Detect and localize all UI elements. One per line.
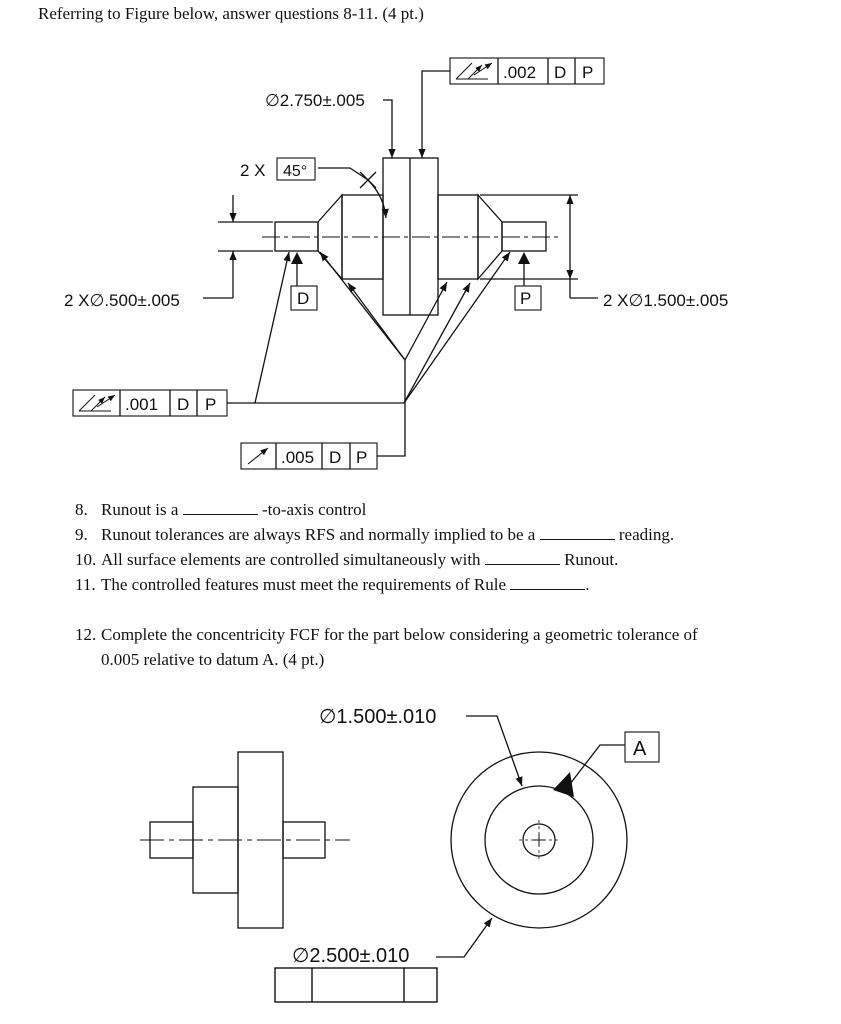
- question-text: 0.005 relative to datum A. (4 pt.): [101, 650, 325, 669]
- chamfer-count: 2 X: [240, 161, 266, 180]
- part-end-view: [451, 752, 627, 928]
- dim-large-label: ∅2.750±.005: [265, 91, 365, 110]
- question-9: [75, 525, 674, 545]
- question-text: All surface elements are controlled simultaneously with: [101, 550, 481, 569]
- fcf-left: [73, 252, 510, 416]
- question-text: Runout is a: [101, 500, 179, 519]
- fcf-left-datum1: D: [177, 395, 190, 414]
- datum-feature-p: [515, 252, 541, 310]
- question-12-line2: [101, 650, 324, 670]
- question-text: Complete the concentricity FCF for the part below considering a geometric tolerance of: [101, 625, 698, 644]
- question-number: 9.: [75, 525, 88, 544]
- question-text-after: reading.: [618, 525, 675, 544]
- answer-blank[interactable]: [485, 563, 560, 565]
- question-text: Runout tolerances are always RFS and normally implied to be a: [101, 525, 536, 544]
- part-side-view: [140, 752, 350, 928]
- fcf-top: [422, 58, 604, 158]
- datum-a-label: A: [633, 738, 647, 760]
- datum-d-label: D: [297, 289, 310, 308]
- fcf-top-datum1: D: [554, 63, 567, 82]
- question-text: The controlled features must meet the requirements of Rule: [101, 575, 507, 594]
- dim-small-diameter: [64, 195, 273, 310]
- fcf-bottom-datum1: D: [329, 448, 342, 467]
- chamfer-angle: 45°: [283, 163, 308, 180]
- question-number: 12.: [75, 625, 97, 644]
- dim-mid-label: 2 X∅1.500±.005: [603, 291, 729, 310]
- fcf-left-value: .001: [125, 395, 159, 414]
- fcf-top-datum2: P: [582, 63, 594, 82]
- answer-blank[interactable]: [540, 538, 615, 540]
- dim-outer-callout: [319, 706, 522, 786]
- chamfer-callout: [240, 158, 386, 218]
- fcf-top-value: .002: [503, 63, 537, 82]
- dim-outer-label: ∅1.500±.010: [319, 706, 437, 728]
- fcf-bottom: [241, 252, 447, 469]
- question-number: 8.: [75, 500, 88, 519]
- total-runout-icon: [456, 63, 492, 79]
- fcf-left-datum2: P: [205, 395, 217, 414]
- question-text-after: Runout.: [564, 550, 619, 569]
- question-text-after: -to-axis control: [261, 500, 367, 519]
- intro-text: Referring to Figure below, answer questions 8-11. (4 pt.): [38, 4, 424, 23]
- dim-small-label: 2 X∅.500±.005: [64, 291, 180, 310]
- datum-feature-d: [291, 252, 317, 310]
- datum-feature-a: [553, 732, 659, 797]
- question-11: [75, 575, 590, 595]
- answer-blank[interactable]: [510, 588, 585, 590]
- question-number: 11.: [75, 575, 96, 594]
- fcf-bottom-value: .005: [281, 448, 315, 467]
- answer-blank[interactable]: [183, 513, 258, 515]
- question-number: 10.: [75, 550, 97, 569]
- total-runout-icon: [79, 395, 115, 411]
- question-8: [75, 500, 366, 520]
- dim-large-diameter: [265, 91, 392, 158]
- dim-bottom-callout: [292, 918, 492, 967]
- blank-fcf[interactable]: [275, 968, 437, 1002]
- part-outline: [275, 158, 546, 315]
- circular-runout-icon: [248, 448, 268, 464]
- question-12: [75, 625, 698, 645]
- question-10: [75, 550, 618, 570]
- fcf-bottom-datum2: P: [356, 448, 368, 467]
- dim-bottom-label: ∅2.500±.010: [292, 945, 410, 967]
- question-text-after: .: [585, 575, 590, 594]
- datum-p-label: P: [520, 289, 532, 308]
- dim-mid-diameter: [480, 195, 728, 310]
